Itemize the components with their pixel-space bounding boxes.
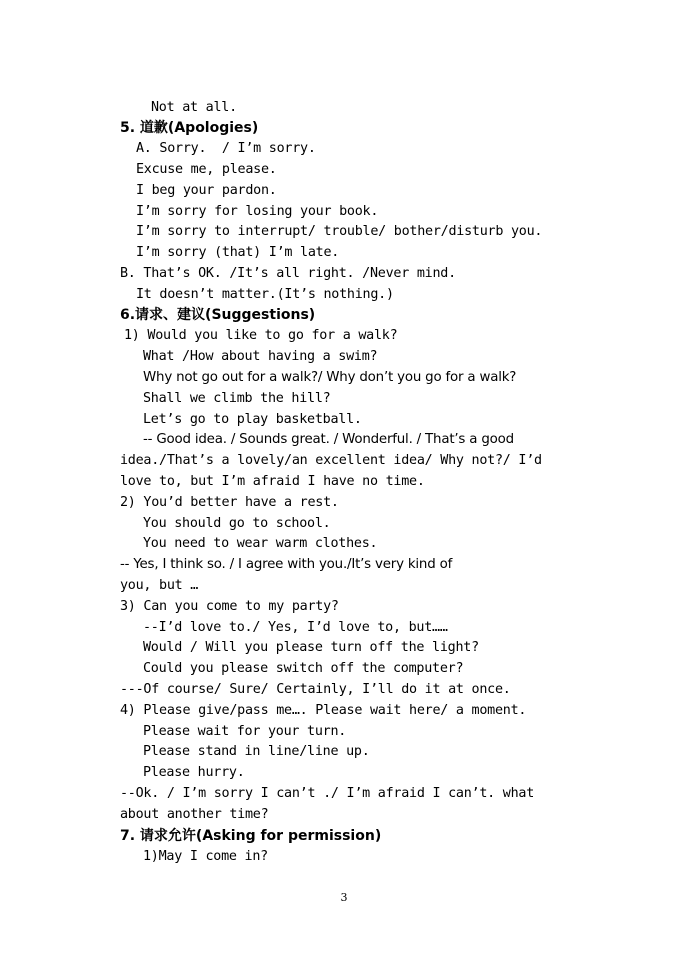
section-heading-suggestions: 6.请求、建议(Suggestions): [120, 307, 316, 323]
text-line: --Ok. / I’m sorry I can’t ./ I’m afraid I can’t. what: [120, 786, 535, 801]
text-line: idea./That’s a lovely/an excellent idea/ Why not?/ I’d: [120, 453, 542, 468]
text-line: I’m sorry to interrupt/ trouble/ bother/disturb you.: [136, 224, 543, 239]
text-line: about another time?: [120, 807, 269, 822]
text-line: Please stand in line/line up.: [143, 744, 370, 759]
text-line: --I’d love to./ Yes, I’d love to, but……: [143, 620, 448, 635]
page-number: 3: [340, 891, 348, 904]
text-line: -- Good idea. / Sounds great. / Wonderful. / That’s a good: [143, 432, 514, 447]
text-line: Not at all.: [151, 100, 237, 115]
text-line: Could you please switch off the computer?: [143, 661, 464, 676]
text-line: Would / Will you please turn off the light?: [143, 640, 479, 655]
text-line: 1)May I come in?: [143, 849, 268, 864]
text-line: you, but …: [120, 578, 199, 593]
section-heading-apologies: 5. 道歉(Apologies): [120, 120, 259, 136]
text-line: I’m sorry (that) I’m late.: [136, 245, 340, 260]
text-line: B. That’s OK. /It’s all right. /Never mind.: [120, 266, 456, 281]
text-line: 1) Would you like to go for a walk?: [124, 328, 398, 343]
text-line: A. Sorry. / I’m sorry.: [136, 141, 316, 156]
text-line: Let’s go to play basketball.: [143, 412, 362, 427]
text-line: 3) Can you come to my party?: [120, 599, 339, 614]
text-line: Excuse me, please.: [136, 162, 277, 177]
text-line: 2) You’d better have a rest.: [120, 495, 339, 510]
text-line: Shall we climb the hill?: [143, 391, 331, 406]
text-line: I beg your pardon.: [136, 183, 277, 198]
text-line: It doesn’t matter.(It’s nothing.): [136, 287, 394, 302]
text-line: Why not go out for a walk?/ Why don’t you go for a walk?: [143, 370, 517, 385]
text-line: Please hurry.: [143, 765, 245, 780]
text-line: Please wait for your turn.: [143, 724, 347, 739]
text-line: What /How about having a swim?: [143, 349, 378, 364]
text-line: ---Of course/ Sure/ Certainly, I’ll do it at once.: [120, 682, 511, 697]
text-line: You should go to school.: [143, 516, 331, 531]
text-line: 4) Please give/pass me…. Please wait here/ a moment.: [120, 703, 527, 718]
text-line: love to, but I’m afraid I have no time.: [120, 474, 425, 489]
text-line: I’m sorry for losing your book.: [136, 204, 379, 219]
text-line: -- Yes, I think so. / I agree with you./It’s very kind of: [120, 557, 453, 572]
section-heading-permission: 7. 请求允许(Asking for permission): [120, 828, 382, 844]
text-line: You need to wear warm clothes.: [143, 536, 378, 551]
